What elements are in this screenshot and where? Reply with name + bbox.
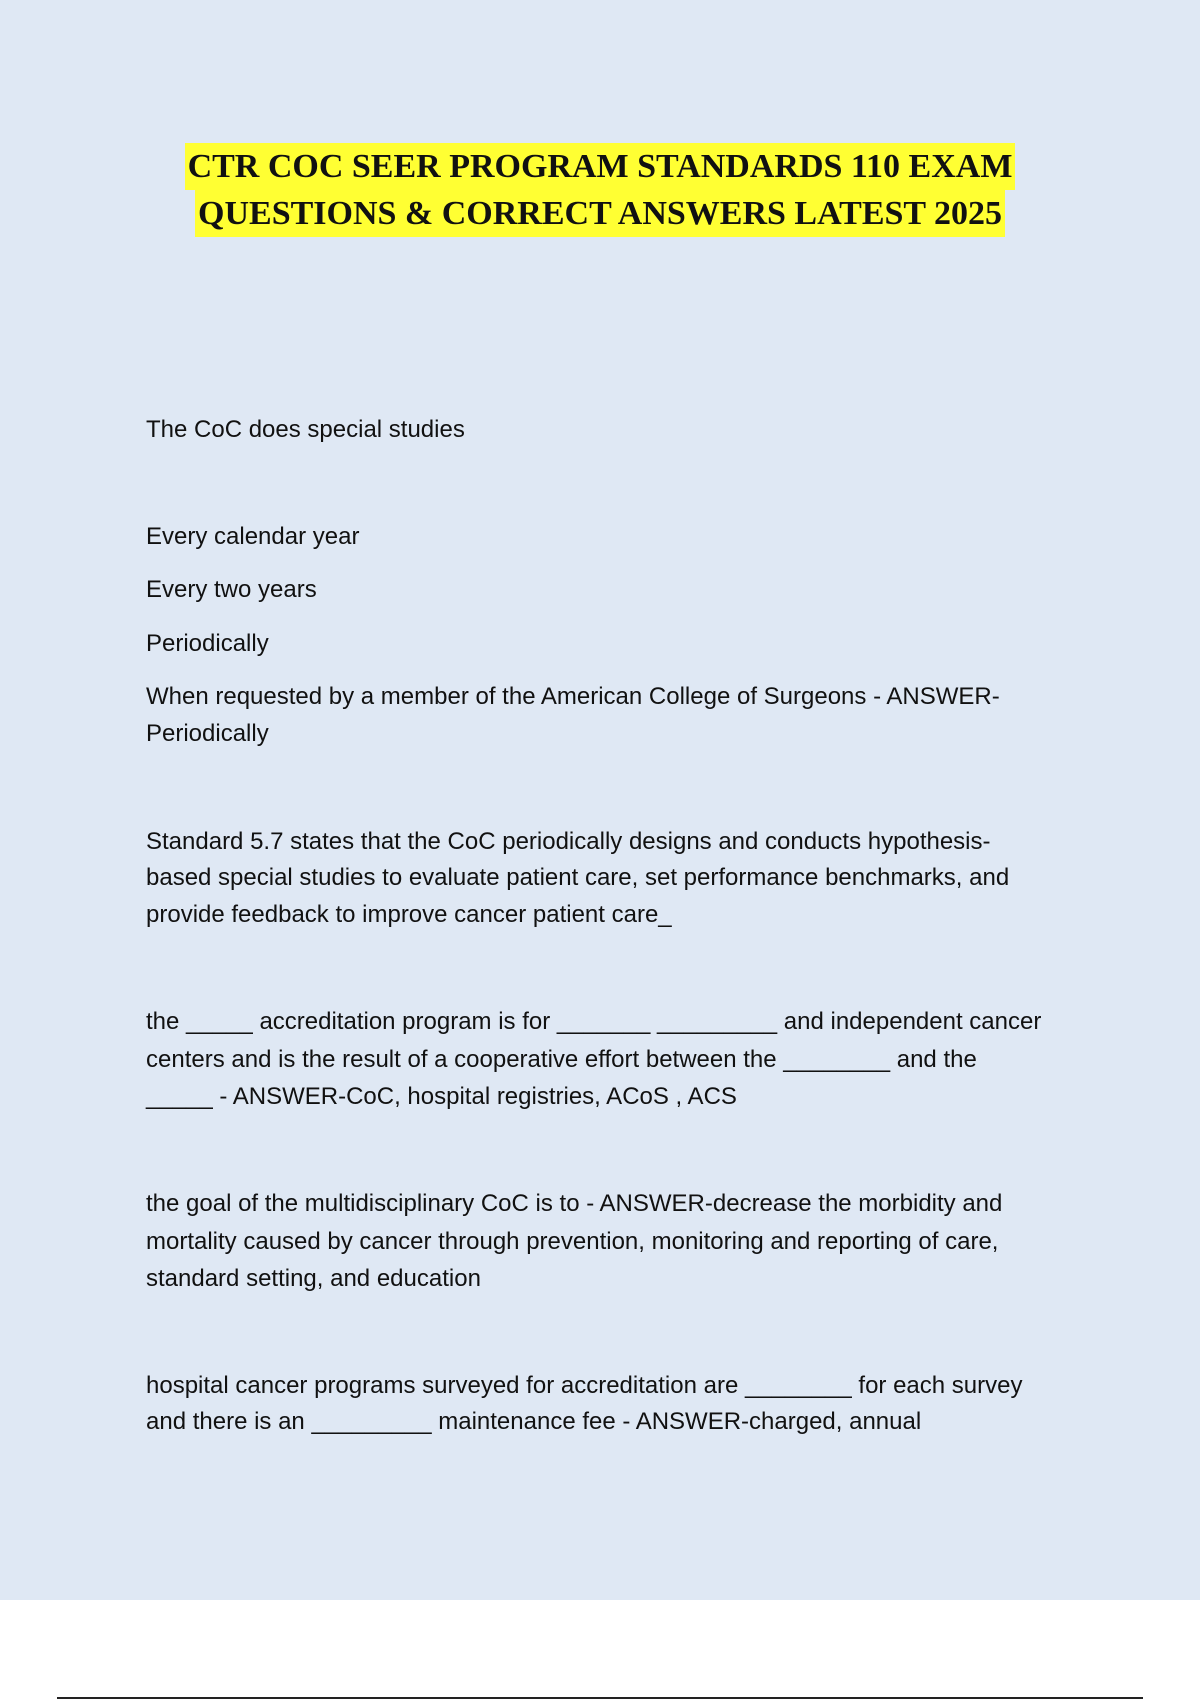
question-3-line-2: mortality caused by cancer through prevention, monitoring and reporting of care,: [146, 1228, 999, 1255]
question-1-option-4-line-1: When requested by a member of the American College of Surgeons - ANSWER-: [146, 683, 1000, 710]
question-4-line-1: hospital cancer programs surveyed for accreditation are ________ for each survey: [146, 1372, 1023, 1399]
question-1-option-2: Every two years: [146, 576, 317, 603]
question-3-line-1: the goal of the multidisciplinary CoC is to - ANSWER-decrease the morbidity and: [146, 1190, 1003, 1217]
question-4-line-2: and there is an _________ maintenance fee - ANSWER-charged, annual: [146, 1408, 922, 1435]
document-title: [0, 143, 1200, 237]
question-1-prompt: The CoC does special studies: [146, 416, 465, 443]
question-1-option-1: Every calendar year: [146, 523, 360, 550]
explanation-1-line-1: Standard 5.7 states that the CoC periodically designs and conducts hypothesis-: [146, 828, 991, 855]
explanation-1-line-3: provide feedback to improve cancer patient care_: [146, 901, 672, 928]
question-2-line-1: the _____ accreditation program is for _______ _________ and independent cancer: [146, 1008, 1042, 1035]
footer-divider: [57, 1697, 1143, 1699]
title-line-2: QUESTIONS & CORRECT ANSWERS LATEST 2025: [195, 190, 1005, 237]
question-2-line-3: _____ - ANSWER-CoC, hospital registries, ACoS , ACS: [146, 1083, 737, 1110]
question-1-option-4-line-2: Periodically: [146, 720, 269, 747]
explanation-1-line-2: based special studies to evaluate patient care, set performance benchmarks, and: [146, 864, 1010, 891]
question-1-option-3: Periodically: [146, 630, 269, 657]
title-line-1: CTR COC SEER PROGRAM STANDARDS 110 EXAM: [185, 143, 1016, 190]
question-2-line-2: centers and is the result of a cooperative effort between the ________ and the: [146, 1046, 977, 1073]
question-3-line-3: standard setting, and education: [146, 1265, 481, 1292]
